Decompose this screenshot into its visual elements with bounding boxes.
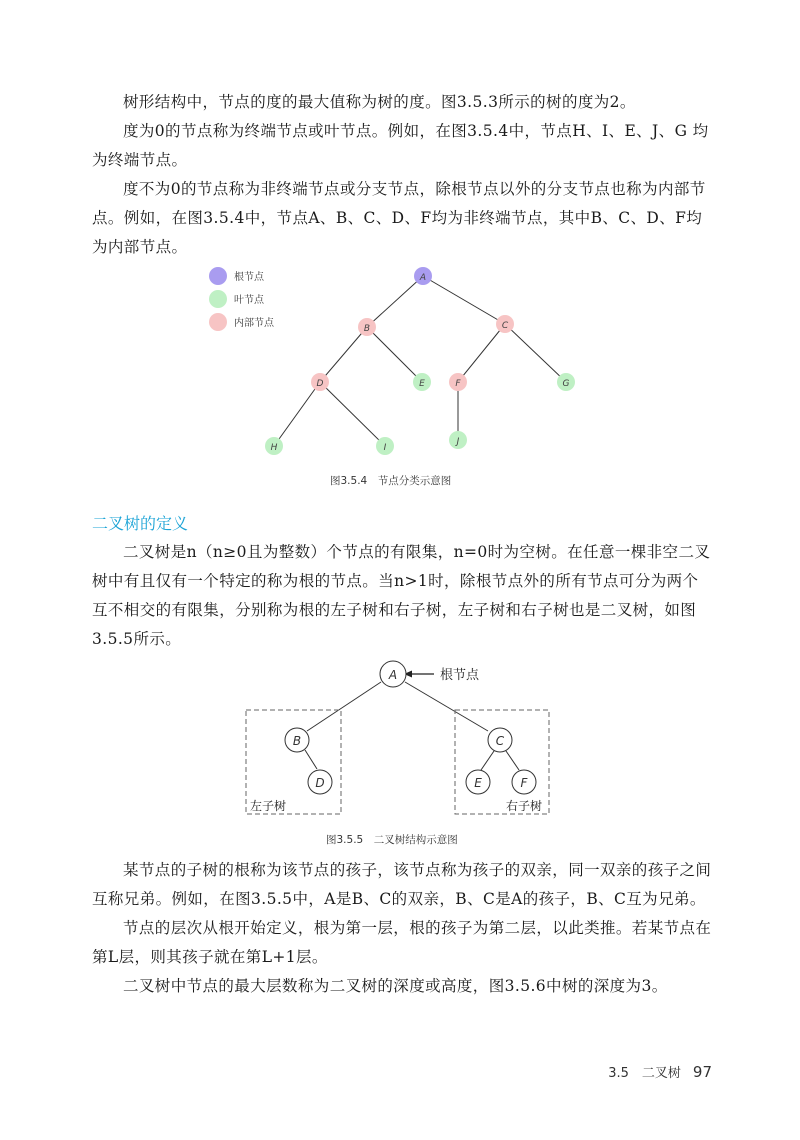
- svg-text:A: A: [419, 273, 427, 283]
- svg-text:D: D: [315, 776, 325, 790]
- legend-root-swatch: [209, 267, 227, 285]
- binary-node-b: [285, 728, 309, 752]
- page-number: 97: [692, 1063, 712, 1081]
- tree-node-f: [449, 373, 467, 391]
- legend-internal-label: 内部节点: [234, 318, 274, 329]
- root-node-label: 根节点: [440, 668, 480, 683]
- svg-text:D: D: [316, 379, 324, 389]
- svg-text:J: J: [456, 437, 460, 447]
- paragraph-internal-node: 度不为0的节点称为非终端节点或分支节点，除根节点以外的分支节点也称为内部节点。例如，在图3.5.4中，节点A、B、C、D、F均为非终端节点，其中B、C、D、F均为内部节点。: [92, 180, 706, 256]
- page-footer: [608, 1062, 712, 1081]
- binary-tree-edges: [305, 682, 519, 770]
- legend-root-label: 根节点: [234, 272, 264, 283]
- binary-node-f: [512, 770, 536, 794]
- svg-text:C: C: [495, 734, 505, 748]
- legend-leaf-label: 叶节点: [234, 295, 264, 306]
- binary-node-e: [466, 770, 490, 794]
- tree-node-j: [449, 431, 467, 449]
- svg-text:I: I: [383, 443, 387, 453]
- figure-caption-3-5-5: 图3.5.5 二叉树结构示意图: [326, 834, 458, 846]
- svg-text:F: F: [520, 776, 528, 790]
- right-subtree-label: 右子树: [506, 799, 543, 813]
- left-subtree-label: 左子树: [250, 799, 287, 813]
- footer-section-title: 3.5 二叉树: [608, 1066, 681, 1081]
- svg-text:E: E: [474, 776, 482, 790]
- svg-text:E: E: [419, 379, 425, 389]
- legend-leaf-swatch: [209, 290, 227, 308]
- node-classification-figure: [190, 258, 610, 470]
- paragraph-binary-tree-definition: 二叉树是n（n≥0且为整数）个节点的有限集，n=0时为空树。在任意一棵非空二叉树中有且仅有一个特定的称为根的节点。当n>1时，除根节点外的所有节点可分为两个互不相交的有限集，分别称为根的左子树和右子树，左子树和右子树也是二叉树，如图3.5.5所示。: [92, 543, 711, 648]
- binary-node-d: [308, 770, 332, 794]
- paragraph-tree-depth: 二叉树中节点的最大层数称为二叉树的深度或高度，图3.5.6中树的深度为3。: [123, 977, 668, 995]
- tree-node-d: [311, 373, 329, 391]
- paragraph-leaf-node: 度为0的节点称为终端节点或叶节点。例如，在图3.5.4中，节点H、I、E、J、G 均为终端节点。: [92, 122, 709, 169]
- figure-caption-3-5-4: 图3.5.4 节点分类示意图: [330, 475, 452, 487]
- tree-node-g: [557, 373, 575, 391]
- svg-text:G: G: [562, 379, 570, 389]
- tree-edges: [274, 276, 566, 446]
- legend-internal-swatch: [209, 313, 227, 331]
- tree-node-c: [496, 315, 514, 333]
- tree-node-e: [413, 373, 431, 391]
- svg-text:C: C: [501, 321, 509, 331]
- binary-node-c: [488, 728, 512, 752]
- svg-text:F: F: [455, 379, 461, 389]
- tree-node-h: [265, 437, 283, 455]
- svg-text:B: B: [292, 734, 302, 748]
- tree-node-a: [414, 267, 432, 285]
- tree-node-i: [376, 437, 394, 455]
- svg-text:H: H: [270, 443, 278, 453]
- paragraph-tree-degree: 树形结构中，节点的度的最大值称为树的度。图3.5.3所示的树的度为2。: [123, 93, 636, 111]
- binary-tree-structure-figure: [240, 658, 560, 822]
- tree-node-b: [358, 318, 376, 336]
- svg-text:B: B: [363, 324, 371, 334]
- paragraph-node-level: 节点的层次从根开始定义，根为第一层，根的孩子为第二层，以此类推。若某节点在第L层，则其孩子就在第L+1层。: [92, 919, 712, 966]
- binary-node-a: [380, 661, 406, 687]
- section-heading: 二叉树的定义: [92, 514, 189, 533]
- paragraph-children-parent: 某节点的子树的根称为该节点的孩子，该节点称为孩子的双亲，同一双亲的孩子之间互称兄弟。例如，在图3.5.5中，A是B、C的双亲，B、C是A的孩子，B、C互为兄弟。: [92, 861, 712, 908]
- svg-text:A: A: [388, 668, 398, 682]
